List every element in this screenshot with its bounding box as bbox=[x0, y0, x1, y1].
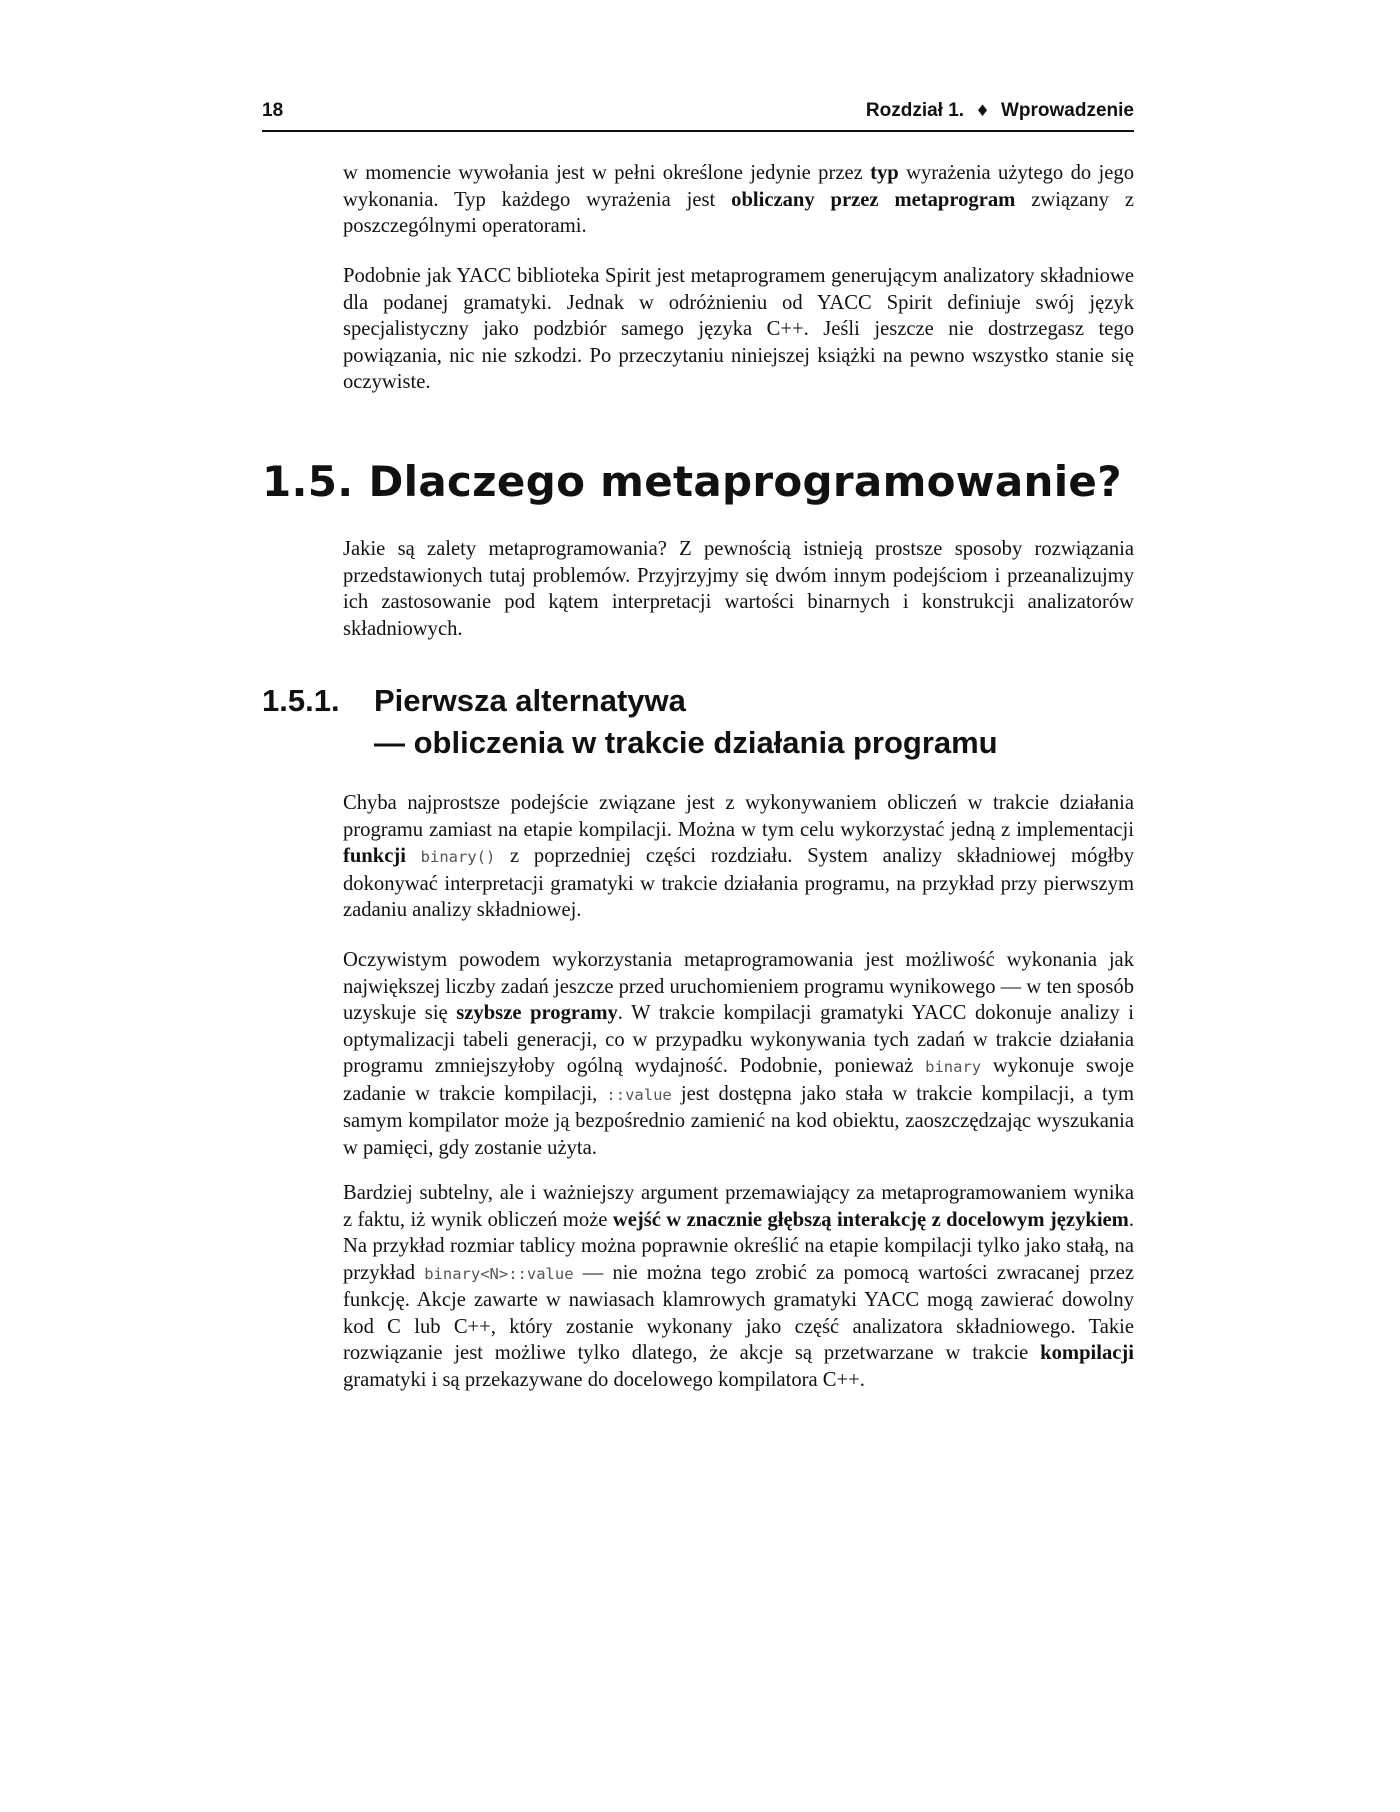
diamond-separator-icon: ♦ bbox=[975, 101, 990, 120]
emphasis-obliczany: obliczany przez metaprogram bbox=[731, 188, 1016, 211]
code-binary-n-value: binary<N>::value bbox=[424, 1264, 574, 1283]
code-binary-call: binary() bbox=[420, 848, 496, 866]
subsection-heading-1-5-1 bbox=[262, 680, 998, 764]
section-heading-1-5: 1.5. Dlaczego metaprogramowanie? bbox=[262, 457, 1122, 506]
subsection-number: 1.5.1. bbox=[262, 683, 340, 718]
chapter-name: Wprowadzenie bbox=[1000, 100, 1134, 121]
paragraph-interakcja: Bardziej subtelny, ale i ważniejszy argument przemawiający za metaprogramowaniem wynika z faktu, iż wynik obliczeń może wejść w znacznie głębszą interakcję z docelowym językiem. Na przykład rozmiar tablicy można poprawnie określić na etapie kompilacji tylko jako stałą, na przykład binary<N>::value — nie można tego zrobić za pomocą wartości zwracanej przez funkcję. Akcje zawarte w nawiasach klamrowych gramatyki YACC mogą zawierać dowolny kod C lub C++, który zostanie wykonany jako część analizatora składniowego. Takie rozwiązanie jest możliwe tylko dlatego, że akcje są przetwarzane w trakcie kompilacji gramatyki i są przekazywane do docelowego kompilatora C++. bbox=[343, 1182, 1134, 1391]
code-value: ::value bbox=[606, 1085, 672, 1104]
emphasis-typ: typ bbox=[870, 162, 899, 184]
paragraph-szybsze-programy: Oczywistym powodem wykorzystania metaprogramowania jest możliwość wykonania jak największej liczby zadań jeszcze przed uruchomieniem programu wynikowego — w ten sposób uzyskuje się szybsze programy. W trakcie kompilacji gramatyki YACC dokonuje analizy i optymalizacji tabeli generacji, co w przypadku wykonywania tych zadań w trakcie działania programu zmniejszyłoby ogólną wydajność. Podobnie, ponieważ binary wykonuje swoje zadanie w trakcie kompilacji, ::value jest dostępna jako stała w trakcie kompilacji, a tym samym kompilator może ją bezpośrednio zamienić na kod obiektu, zaoszczędzając wyszukania w pamięci, gdy zostanie użyta. bbox=[343, 949, 1134, 1159]
paragraph-zalety: Jakie są zalety metaprogramowania? Z pewnością istnieją prostsze sposoby rozwiązania przedstawionych tutaj problemów. Przyjrzyjmy się dwóm innym podejściom i przeanalizujmy ich zastosowanie pod kątem interpretacji wartości binarnych i konstrukcji analizatorów składniowych. bbox=[343, 538, 1134, 640]
emphasis-kompilacji: kompilacji bbox=[1040, 1342, 1134, 1364]
chapter-title bbox=[866, 100, 1134, 122]
emphasis-interakcja: wejść w znacznie głębszą interakcję z docelowym językiem bbox=[612, 1208, 1129, 1231]
paragraph-typ-wyrazenia: w momencie wywołania jest w pełni określone jedynie przez typ wyrażenia użytego do jego wykonania. Typ każdego wyrażenia jest obliczany przez metaprogram związany z poszczególnymi operatorami. bbox=[343, 162, 1134, 237]
emphasis-funkcji: funkcji bbox=[343, 845, 406, 867]
subsection-title-line1: Pierwsza alternatywa bbox=[374, 683, 686, 718]
code-binary: binary bbox=[925, 1058, 982, 1076]
chapter-label: Rozdział 1. bbox=[865, 100, 965, 121]
paragraph-spirit: Podobnie jak YACC biblioteka Spirit jest metaprogramem generującym analizatory składniowe dla podanej gramatyki. Jednak w odróżnieniu od YACC Spirit definiuje swój język specjalistyczny jako podzbiór samego języka C++. Jeśli jeszcze nie dostrzegasz tego powiązania, nic nie szkodzi. Po przeczytaniu niniejszej książki na pewno wszystko stanie się oczywiste. bbox=[343, 265, 1134, 393]
emphasis-szybsze-programy: szybsze programy bbox=[456, 1002, 618, 1024]
running-head bbox=[262, 96, 1134, 132]
paragraph-obliczenia-runtime: Chyba najprostsze podejście związane jest z wykonywaniem obliczeń w trakcie działania programu zamiast na etapie kompilacji. Można w tym celu wykorzystać jedną z implementacji funkcji binary() z poprzedniej części rozdziału. System analizy składniowej mógłby dokonywać interpretacji gramatyki w trakcie działania programu, na przykład przy pierwszym zadaniu analizy składniowej. bbox=[343, 792, 1134, 921]
subsection-title-line2: — obliczenia w trakcie działania programu bbox=[374, 725, 998, 760]
page-number: 18 bbox=[262, 100, 284, 121]
